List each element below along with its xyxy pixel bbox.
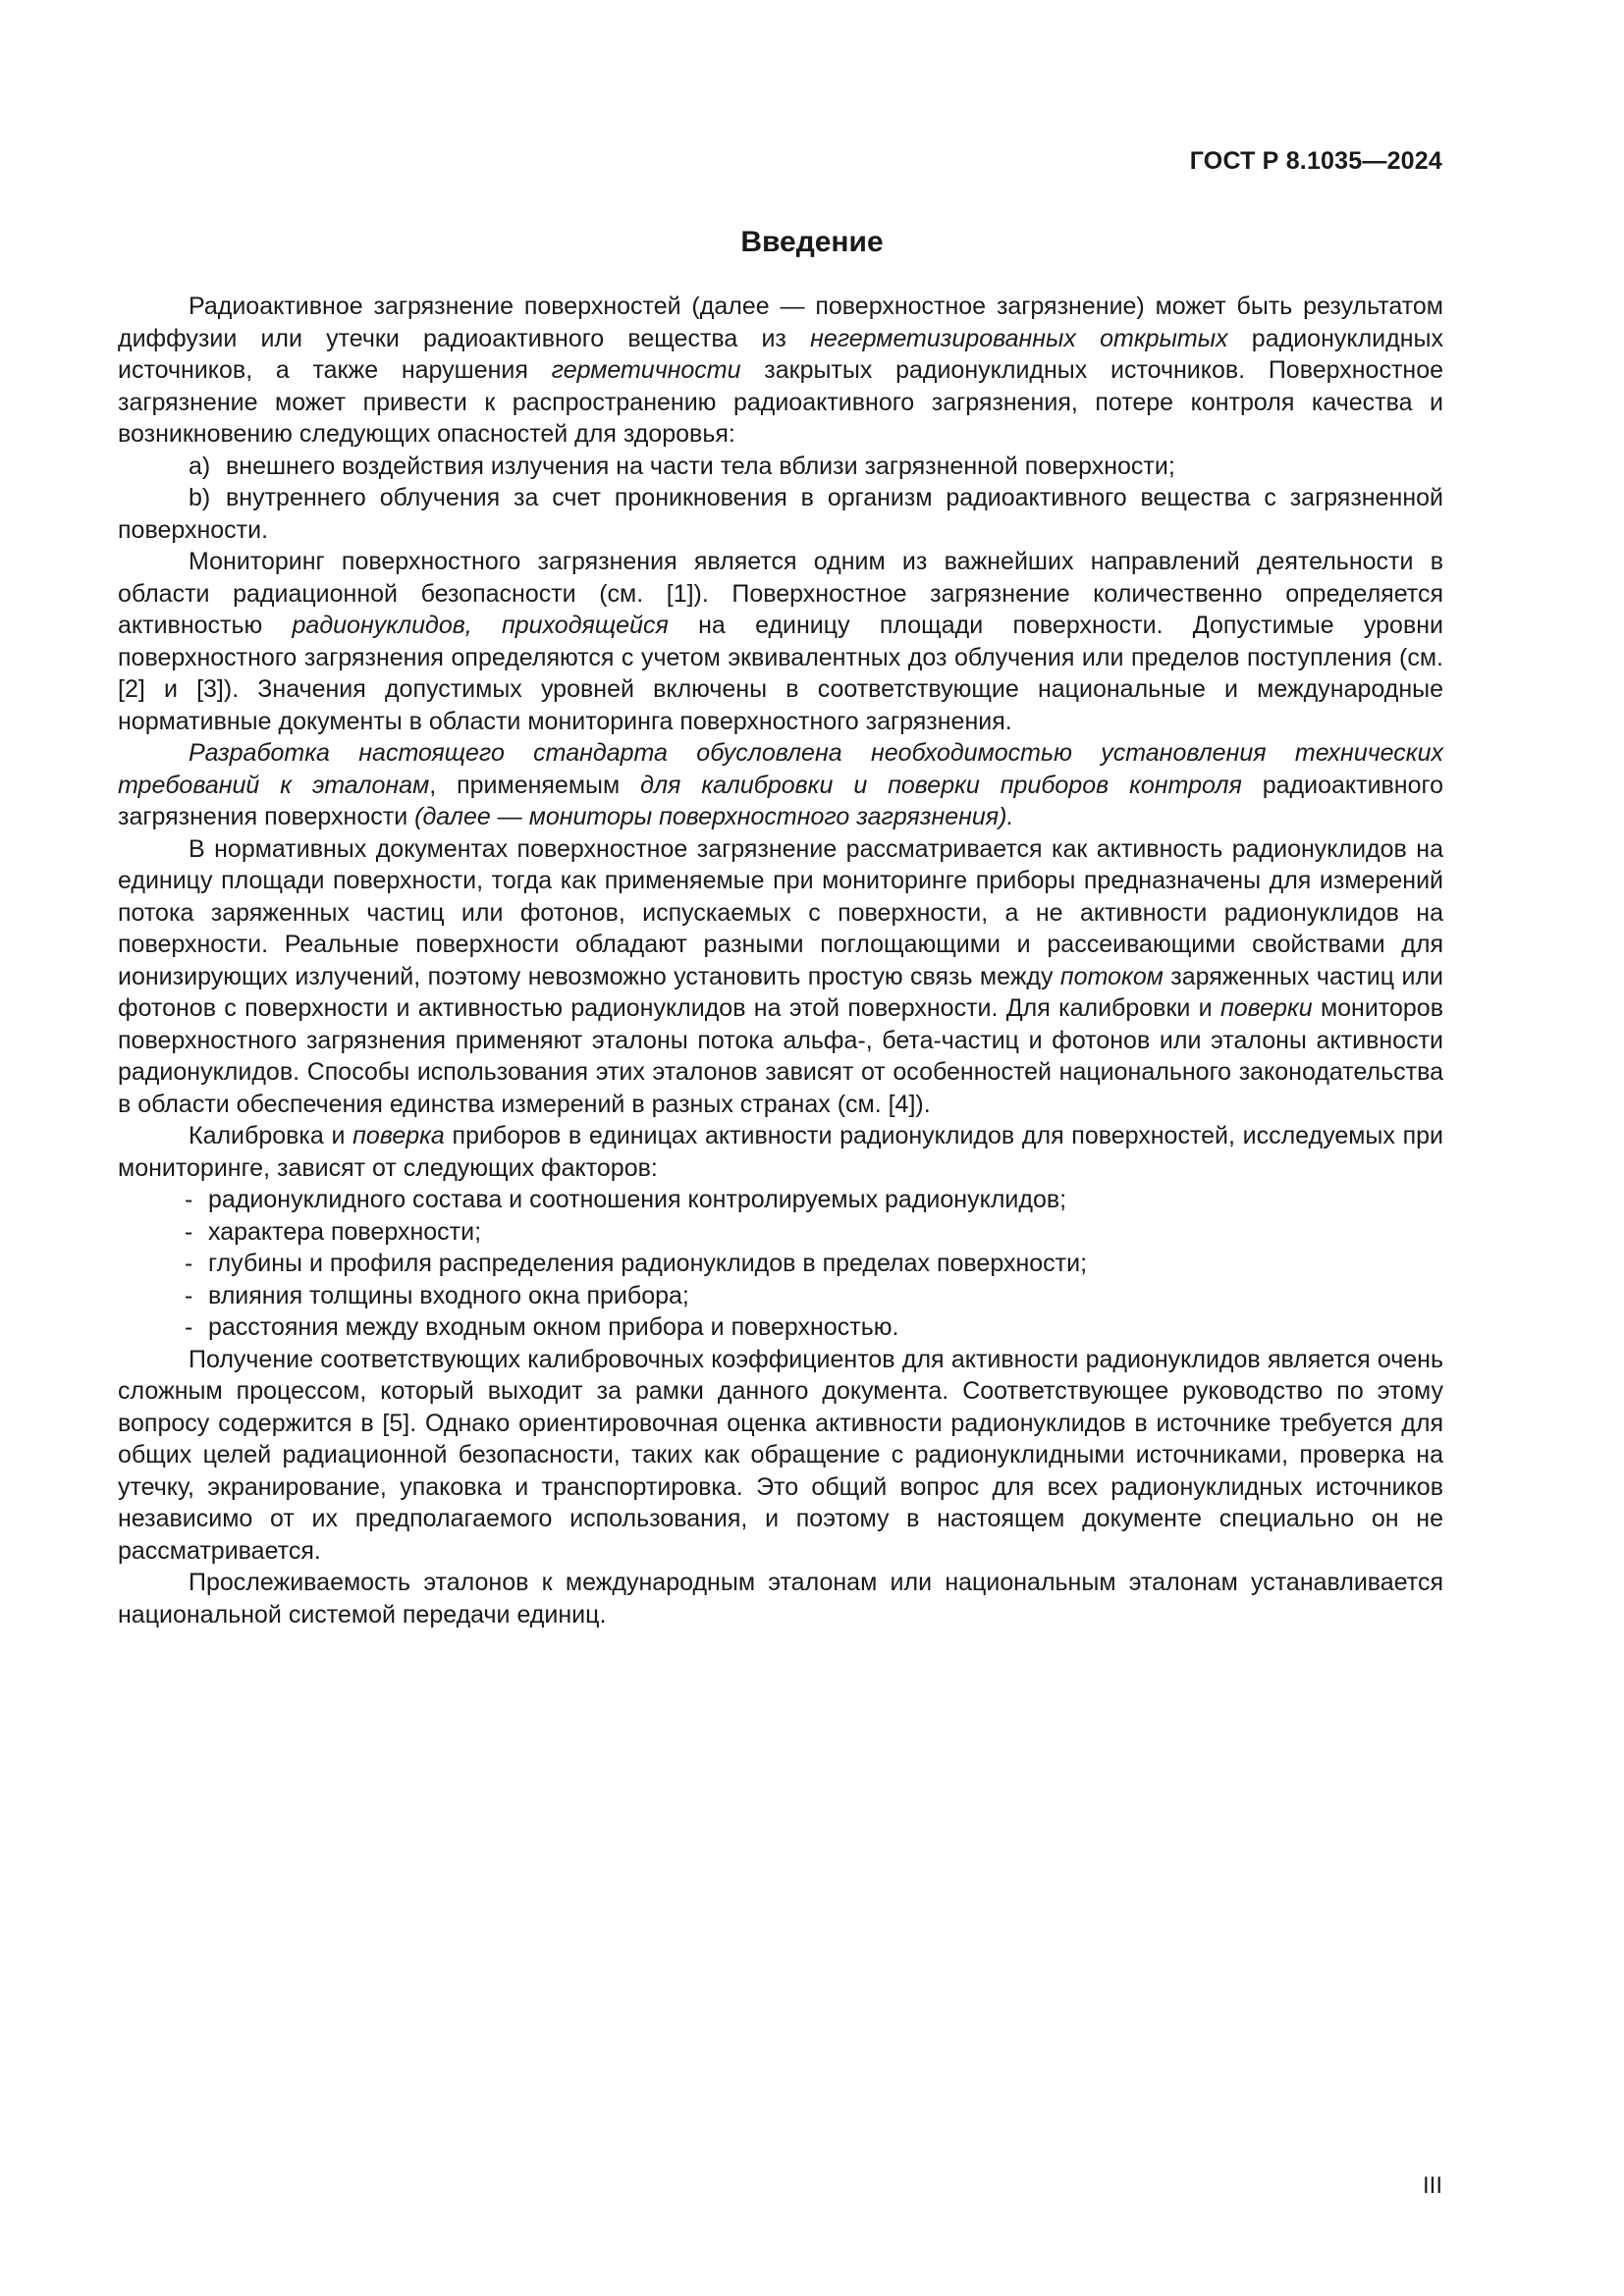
list-item-dash bbox=[185, 1216, 1443, 1249]
dash-bullet: - bbox=[185, 1281, 193, 1309]
paragraph-4 bbox=[118, 833, 1443, 1121]
text-span: В нормативных документах поверхностное загрязнение рассматривается как активность радионуклидов на единицу площади поверхности, тогда как применяемые при мониторинге приборы предназначены для измерений потока заряженных частиц или фотонов, испускаемых с поверхности, а не активности радионуклидов на поверхности. Реальные поверхности обладают разными поглощающими и рассеивающими свойствами для ионизирующих излучений, поэтому невозможно установить простую связь между bbox=[118, 834, 1443, 990]
page-number: III bbox=[1422, 2172, 1442, 2199]
text-span: Калибровка и bbox=[189, 1122, 353, 1149]
list-text: влияния толщины входного окна прибора; bbox=[208, 1281, 689, 1309]
paragraph-6: Получение соответствующих калибровочных коэффициентов для активности радионуклидов является очень сложным процессом, который выходит за рамки данного документа. Соответствующее руководство по этому вопросу содержится в [5]. Однако ориентировочная оценка активности радионуклидов в источнике требуется для общих целей радиационной безопасности, таких как обращение с радионуклидными источниками, проверка на утечку, экранирование, упаковка и транспортировка. Это общий вопрос для всех радионуклидных источников независимо от их предполагаемого использования, и поэтому в настоящем документе специально он не рассматривается. bbox=[118, 1345, 1443, 1565]
list-text: характера поверхности; bbox=[208, 1217, 482, 1246]
list-item-a bbox=[189, 451, 1443, 483]
list-text: глубины и профиля распределения радионуклидов в пределах поверхности; bbox=[208, 1250, 1088, 1277]
dash-bullet: - bbox=[185, 1313, 193, 1341]
text-span: Мониторинг поверхностного загрязнения является одним из важнейших направлений деятельности в области радиационной безопасности (см. [1]). Поверхностное загрязнение количественно определяется активностью bbox=[118, 548, 1443, 639]
document-body bbox=[118, 291, 1443, 1630]
dash-bullet: - bbox=[185, 1186, 193, 1213]
text-span: , применяемым bbox=[429, 771, 641, 799]
list-item-b bbox=[118, 482, 1443, 546]
list-text: радионуклидного состава и соотношения контролируемых радионуклидов; bbox=[208, 1186, 1067, 1213]
list-item-dash bbox=[185, 1248, 1443, 1280]
italic-span: поверка bbox=[352, 1122, 445, 1149]
italic-span: для калибровки и поверки приборов контроля bbox=[640, 771, 1242, 799]
text-span: мониторов поверхностного загрязнения применяют эталоны потока альфа-, бета-частиц и фотонов или эталоны активности радионуклидов. Способы использования этих эталонов зависят от особенностей национального законодательства в области обеспечения единства измерений в разных странах (см. [4]). bbox=[118, 994, 1443, 1118]
paragraph-1 bbox=[118, 291, 1443, 451]
paragraph-2 bbox=[118, 546, 1443, 737]
text-span: радионуклидных источников, а также нарушения bbox=[118, 324, 1444, 384]
italic-span: Разработка настоящего стандарта обусловлена необходимостью установления технических требований к эталонам bbox=[118, 739, 1443, 799]
list-label: a) bbox=[189, 452, 211, 480]
list-item-dash bbox=[185, 1311, 1443, 1344]
list-item-dash bbox=[185, 1280, 1443, 1312]
section-title: Введение bbox=[740, 226, 884, 258]
italic-span: (далее — мониторы поверхностного загрязнения). bbox=[414, 803, 1014, 830]
document-code: ГОСТ Р 8.1035—2024 bbox=[1189, 147, 1442, 175]
text-span: приборов в единицах активности радионуклидов для поверхностей, исследуемых при мониторинге, зависят от следующих факторов: bbox=[118, 1122, 1443, 1182]
italic-span: негерметизированных открытых bbox=[810, 324, 1228, 352]
text-span: радиоактивного загрязнения поверхности bbox=[118, 771, 1443, 830]
text-span: закрытых радионуклидных источников. Поверхностное загрязнение может привести к распространению радиоактивного загрязнения, потере контроля качества и возникновению следующих опасностей для здоровья: bbox=[118, 356, 1444, 448]
list-label: b) bbox=[189, 484, 211, 511]
dash-bullet: - bbox=[185, 1250, 193, 1277]
list-text: внутреннего облучения за счет проникновения в организм радиоактивного вещества с загрязненной поверхности. bbox=[118, 484, 1443, 544]
dash-bullet: - bbox=[185, 1217, 193, 1246]
list-text: расстояния между входным окном прибора и поверхностью. bbox=[208, 1313, 899, 1341]
text-span: Радиоактивное загрязнение поверхностей (далее — поверхностное загрязнение) может быть результатом диффузии или утечки радиоактивного вещества из bbox=[118, 293, 1443, 352]
text-span: заряженных частиц или фотонов с поверхности и активностью радионуклидов на этой поверхности. Для калибровки и bbox=[118, 962, 1443, 1022]
paragraph-5 bbox=[118, 1120, 1443, 1184]
list-item-dash bbox=[185, 1184, 1443, 1216]
italic-span: герметичности bbox=[551, 356, 741, 384]
text-span: на единицу площади поверхности. Допустимые уровни поверхностного загрязнения определяются с учетом эквивалентных доз облучения или пределов поступления (см. [2] и [3]). Значения допустимых уровней включены в соответствующие национальные и международные нормативные документы в области мониторинга поверхностного загрязнения. bbox=[118, 612, 1443, 735]
paragraph-7: Прослеживаемость эталонов к международным эталонам или национальным эталонам устанавливается национальной системой передачи единиц. bbox=[118, 1569, 1443, 1629]
italic-span: поверки bbox=[1219, 994, 1313, 1022]
paragraph-3 bbox=[118, 737, 1443, 833]
italic-span: потоком bbox=[1059, 962, 1164, 990]
italic-span: радионуклидов, приходящейся bbox=[292, 612, 669, 639]
list-text: внешнего воздействия излучения на части тела вблизи загрязненной поверхности; bbox=[226, 452, 1175, 480]
